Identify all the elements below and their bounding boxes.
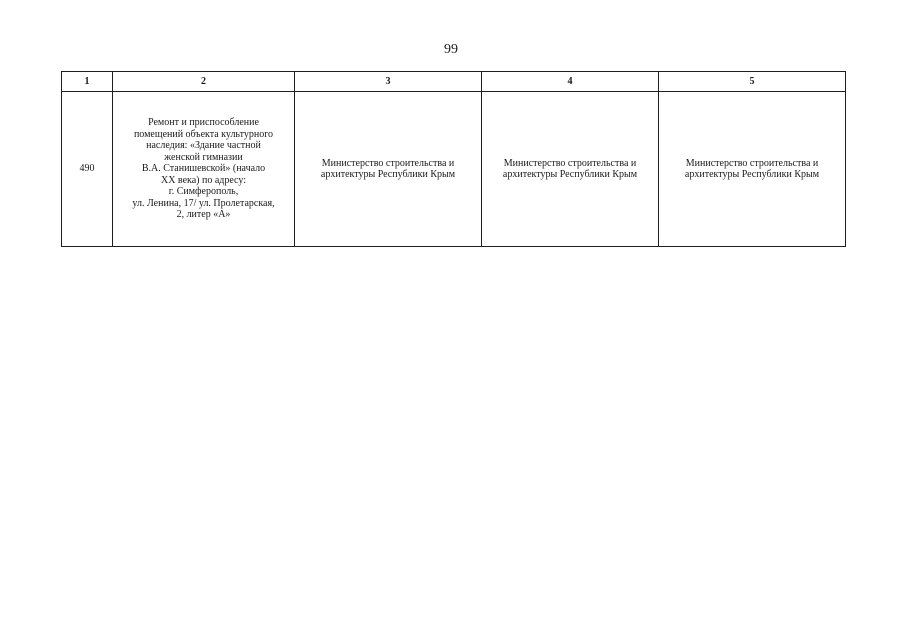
document-table <box>61 71 846 247</box>
column-5-cell <box>659 92 846 247</box>
column-header-2: 2 <box>113 72 295 92</box>
table-row <box>62 92 846 247</box>
column-header-3: 3 <box>295 72 482 92</box>
column-header-1: 1 <box>62 72 113 92</box>
row-number: 490 <box>79 163 95 175</box>
object-description: Ремонт и приспособление помещений объекта культурного наследия: «Здание частной женской гимназии В.А. Станишевской» (начало XX века) по адресу: г. Симферополь, ул. Ленина, 17/ ул. Пролетарская, 2, литер «А» <box>132 117 275 221</box>
column-header-4: 4 <box>482 72 659 92</box>
page-number: 99 <box>444 42 458 57</box>
column-header-5: 5 <box>659 72 846 92</box>
column-3-text: Министерство строительства и архитектуры Республики Крым <box>320 157 456 180</box>
description-cell <box>113 92 295 247</box>
column-5-text: Министерство строительства и архитектуры Республики Крым <box>684 157 820 180</box>
column-4-cell <box>482 92 659 247</box>
column-3-cell <box>295 92 482 247</box>
table-header-row <box>62 72 846 92</box>
column-4-text: Министерство строительства и архитектуры Республики Крым <box>502 157 638 180</box>
row-number-cell <box>62 92 113 247</box>
